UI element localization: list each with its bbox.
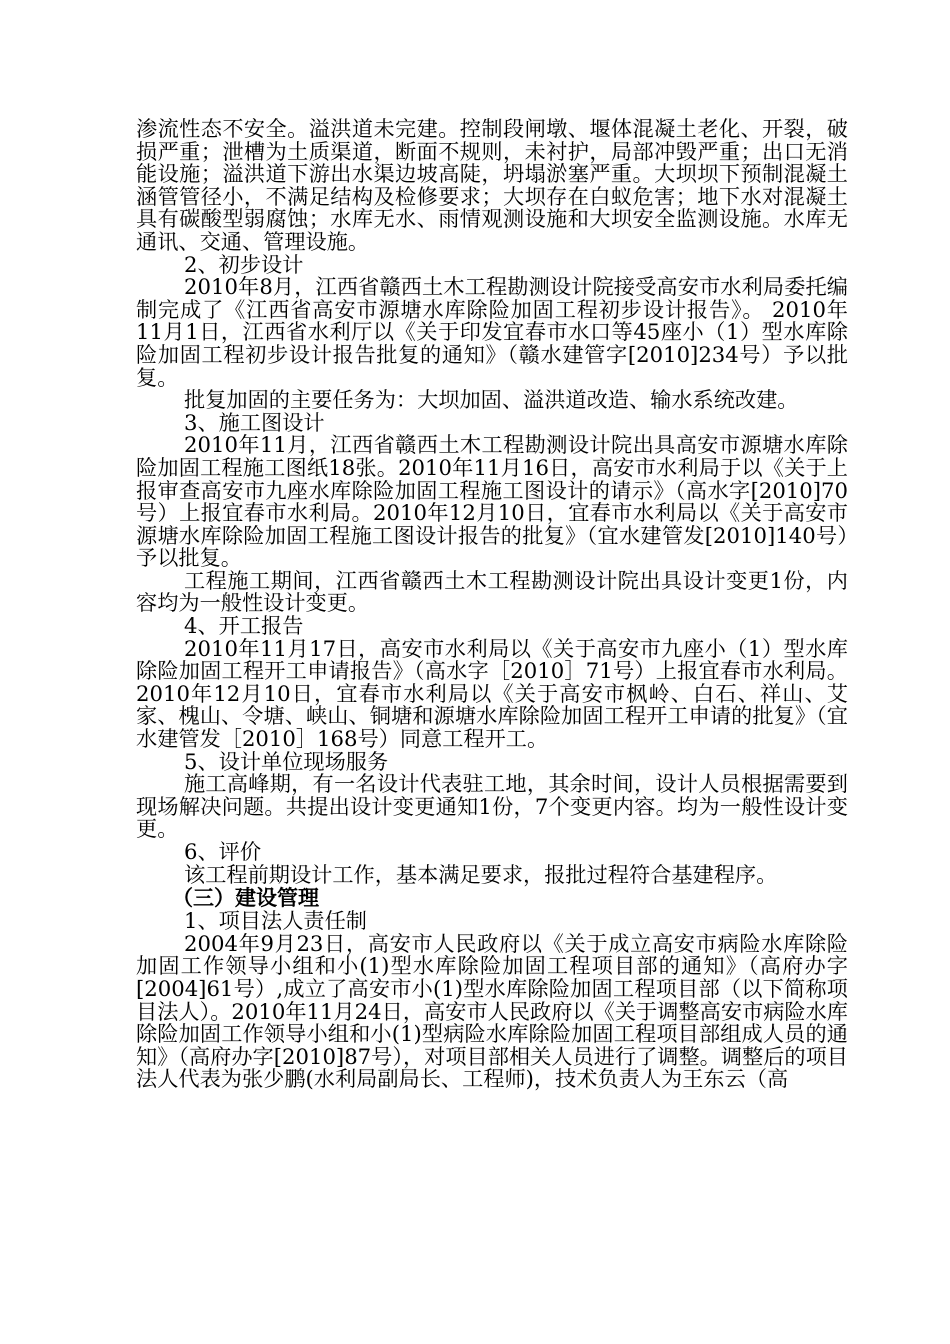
paragraph-commencement-report: 2010年11月17日，高安市水利局以《关于高安市九座小（1）型水库除险加固工程开工申请报告》（高水字［2010］71号）上报宜春市水利局。2010年12月10日，宜春市水利局以《关于高安市枫岭、白石、祥山、艾家、槐山、令塘、峡山、铜塘和源塘水库除险加固工程开工申请的批复》（宜水建管发［2010］168号）同意工程开工。 [136, 635, 848, 752]
paragraph-reinforcement-tasks: 批复加固的主要任务为：大坝加固、溢洪道改造、输水系统改建。 [184, 387, 799, 413]
subheading-preliminary-design: 2、初步设计 [184, 251, 304, 277]
paragraph-preliminary-design: 2010年8月，江西省赣西土木工程勘测设计院接受高安市水利局委托编制完成了《江西省高安市源塘水库除险加固工程初步设计报告》。 2010年11月1日，江西省水利厅以《关于印发宜春市水口等45座小（1）型水库除险加固工程初步设计报告批复的通知》（赣水建管字[2010]234号）予以批复。 [136, 274, 848, 390]
paragraph-construction-drawing: 2010年11月，江西省赣西土木工程勘测设计院出具高安市源塘水库除险加固工程施工图纸18张。2010年11月16日，高安市水利局于以《关于上报审查高安市九座水库除险加固工程施工图设计的请示》（高水字[2010]70号）上报宜春市水利局。2010年12月10日，宜春市水利局以《关于高安市源塘水库除险加固工程施工图设计报告的批复》（宜水建管发[2010]140号）予以批复。 [136, 432, 848, 571]
subheading-commencement-report: 4、开工报告 [184, 613, 304, 639]
subheading-site-service: 5、设计单位现场服务 [184, 748, 389, 774]
subheading-evaluation: 6、评价 [184, 839, 262, 864]
paragraph-site-service: 施工高峰期，有一名设计代表驻工地，其余时间，设计人员根据需要到现场解决问题。共提出设计变更通知1份，7个变更内容。均为一般性设计变更。 [136, 771, 848, 842]
paragraph-design-change: 工程施工期间，江西省赣西土木工程勘测设计院出具设计变更1份，内容均为一般性设计变更。 [136, 567, 848, 616]
paragraph-evaluation: 该工程前期设计工作，基本满足要求，报批过程符合基建程序。 [184, 861, 778, 887]
document-page [136, 118, 848, 1091]
section-heading-construction-management: （三）建设管理 [172, 886, 319, 911]
paragraph-continuation: 渗流性态不安全。溢洪道未完建。控制段闸墩、堰体混凝土老化、开裂，破损严重；泄槽为土质渠道，断面不规则，未衬护，局部冲毁严重；出口无消能设施；溢洪道下游出水渠边坡高陡，坍塌淤塞严重。大坝坝下预制混凝土涵管管径小，不满足结构及检修要求；大坝存在白蚁危害；地下水对混凝土具有碳酸型弱腐蚀；水库无水、雨情观测设施和大坝安全监测设施。水库无通讯、交通、管理设施。 [136, 116, 848, 254]
subheading-project-legal-person: 1、项目法人责任制 [184, 908, 367, 934]
paragraph-project-legal-person: 2004年9月23日，高安市人民政府以《关于成立高安市病险水库除险加固工作领导小组和小(1)型水库除险加固工程项目部的通知》（高府办字[2004]61号）,成立了高安市小(1)型水库除险加固工程项目部（以下简称项目法人）。2010年11月24日，高安市人民政府以《关于调整高安市病险水库除险加固工作领导小组和小(1)型病险水库除险加固工程项目部组成人员的通知》（高府办字[2010]87号），对项目部相关人员进行了调整。调整后的项目法人代表为张少鹏(水利局副局长、工程师)，技术负责人为王东云（高 [136, 930, 848, 1092]
subheading-construction-drawing: 3、施工图设计 [184, 409, 325, 435]
